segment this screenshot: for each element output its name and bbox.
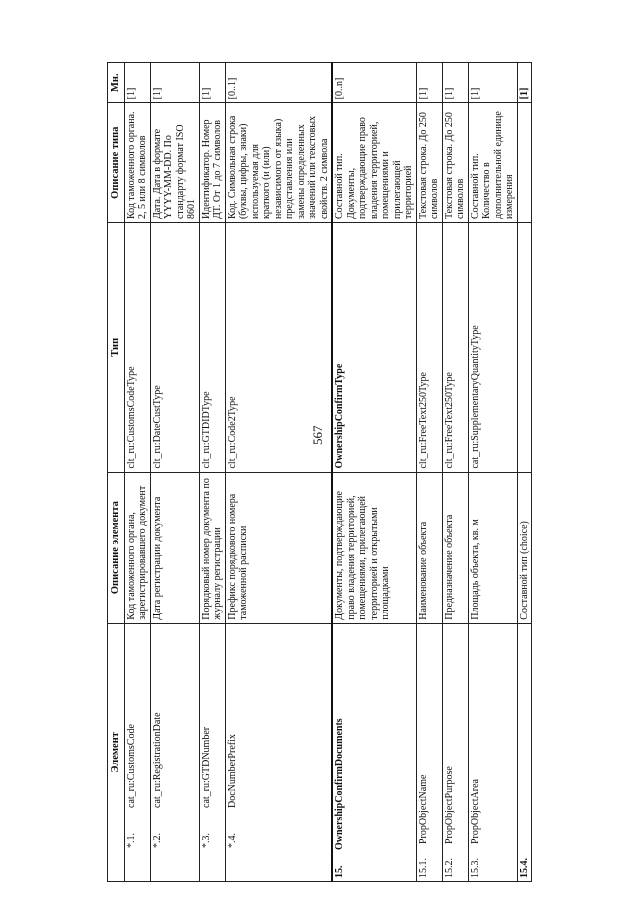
type-name: clt_ru:Code2Type — [225, 223, 332, 472]
element-cell — [124, 623, 150, 881]
table-row — [199, 63, 225, 882]
multiplicity: [1] — [150, 63, 199, 103]
row-number: 15.4. — [518, 858, 530, 878]
row-number: 15. — [334, 865, 345, 878]
header-mult: Мн. — [108, 63, 125, 103]
element-cell — [150, 623, 199, 881]
element-cell — [468, 623, 517, 881]
type-desc: Текстовая строка. До 250 символов — [442, 103, 468, 223]
element-cell — [225, 623, 332, 881]
element-name: cat_ru:CustomsCode — [125, 724, 137, 808]
row-number: *.1. — [125, 833, 137, 848]
type-desc: Код таможенного органа. 2, 5 или 8 символов — [124, 103, 150, 223]
multiplicity: [1] — [442, 63, 468, 103]
element-desc: Предназначение объекта — [442, 472, 468, 623]
element-cell — [199, 623, 225, 881]
element-cell — [416, 623, 442, 881]
type-name: clt_ru:GTDIDType — [199, 223, 225, 472]
table-row — [517, 63, 532, 882]
page-number: 567 — [310, 425, 325, 445]
type-name: clt_ru:FreeText250Type — [442, 223, 468, 472]
multiplicity: [1] — [468, 63, 517, 103]
table-row — [124, 63, 150, 882]
element-desc: Документы, подтверждающие право владения территорией, помещениями, прилегающей территорией и открытыми площадками — [332, 472, 416, 623]
type-name: OwnershipConfirmType — [332, 223, 416, 472]
table-row — [416, 63, 442, 882]
table-row — [468, 63, 517, 882]
table-row — [225, 63, 332, 882]
element-name: PropObjectName — [417, 774, 429, 844]
element-cell — [517, 623, 532, 881]
element-desc: Наименование объекта — [416, 472, 442, 623]
type-desc: Дата. Дата в формате YYYY-MM-DD. По стандарту формат ISO 8601 — [150, 103, 199, 223]
element-name: PropObjectPurpose — [443, 766, 455, 844]
multiplicity: [1] — [124, 63, 150, 103]
header-type: Тип — [108, 223, 125, 472]
row-number: 15.2. — [443, 858, 455, 878]
type-name — [517, 223, 532, 472]
type-desc: Составной тип. Количество в дополнительной единице измерения — [468, 103, 517, 223]
row-number: 15.3. — [469, 858, 481, 878]
type-desc — [517, 103, 532, 223]
type-name: cat_ru:SupplementaryQuantityType — [468, 223, 517, 472]
multiplicity: [1] — [517, 63, 532, 103]
header-element: Элемент — [108, 623, 125, 881]
type-name: clt_ru:CustomsCodeType — [124, 223, 150, 472]
element-desc: Код таможенного органа, зарегистрировавшего документ — [124, 472, 150, 623]
table-row — [150, 63, 199, 882]
element-desc: Дата регистрации документа — [150, 472, 199, 623]
element-name: OwnershipConfirmDocuments — [334, 718, 345, 850]
element-name: PropObjectArea — [469, 779, 481, 844]
element-desc: Площадь объекта, кв. м — [468, 472, 517, 623]
table-row — [442, 63, 468, 882]
type-name: clt_ru:DateCustType — [150, 223, 199, 472]
row-number: *.3. — [200, 833, 212, 848]
element-cell — [332, 623, 416, 881]
type-desc: Составной тип. Документы, подтверждающие право владения территорией, помещениями и прилегающей территорией — [332, 103, 416, 223]
element-desc: Префикс порядкового номера таможенной расписки — [225, 472, 332, 623]
type-desc: Идентификатор. Номер ДТ. От 1 до 7 символов — [199, 103, 225, 223]
multiplicity: [1] — [199, 63, 225, 103]
multiplicity: [0..n] — [332, 63, 416, 103]
element-desc: Порядковый номер документа по журналу регистрации — [199, 472, 225, 623]
type-name: clt_ru:FreeText250Type — [416, 223, 442, 472]
row-number: *.4. — [226, 833, 238, 848]
element-name: DocNumberPrefix — [226, 734, 238, 808]
type-desc: Текстовая строка. До 250 символов — [416, 103, 442, 223]
multiplicity: [0..1] — [225, 63, 332, 103]
type-desc: Код. Символьная строка (буквы, цифры, знаки) используемая для краткого (и (или) независимого от языка) представления или замены определенных значений или текстовых свойств. 2 символа — [225, 103, 332, 223]
element-name: cat_ru:GTDNumber — [200, 726, 212, 808]
header-element-desc: Описание элемента — [108, 472, 125, 623]
table-header-row — [108, 63, 125, 882]
header-type-desc: Описание типа — [108, 103, 125, 223]
element-desc: Составной тип (choice) — [517, 472, 532, 623]
elements-table — [107, 62, 532, 882]
rotated-table-container — [107, 62, 567, 882]
table-row — [332, 63, 416, 882]
row-number: 15.1. — [417, 858, 429, 878]
element-name: cat_ru:RegistrationDate — [151, 712, 163, 808]
multiplicity: [1] — [416, 63, 442, 103]
row-number: *.2. — [151, 833, 163, 848]
element-cell — [442, 623, 468, 881]
